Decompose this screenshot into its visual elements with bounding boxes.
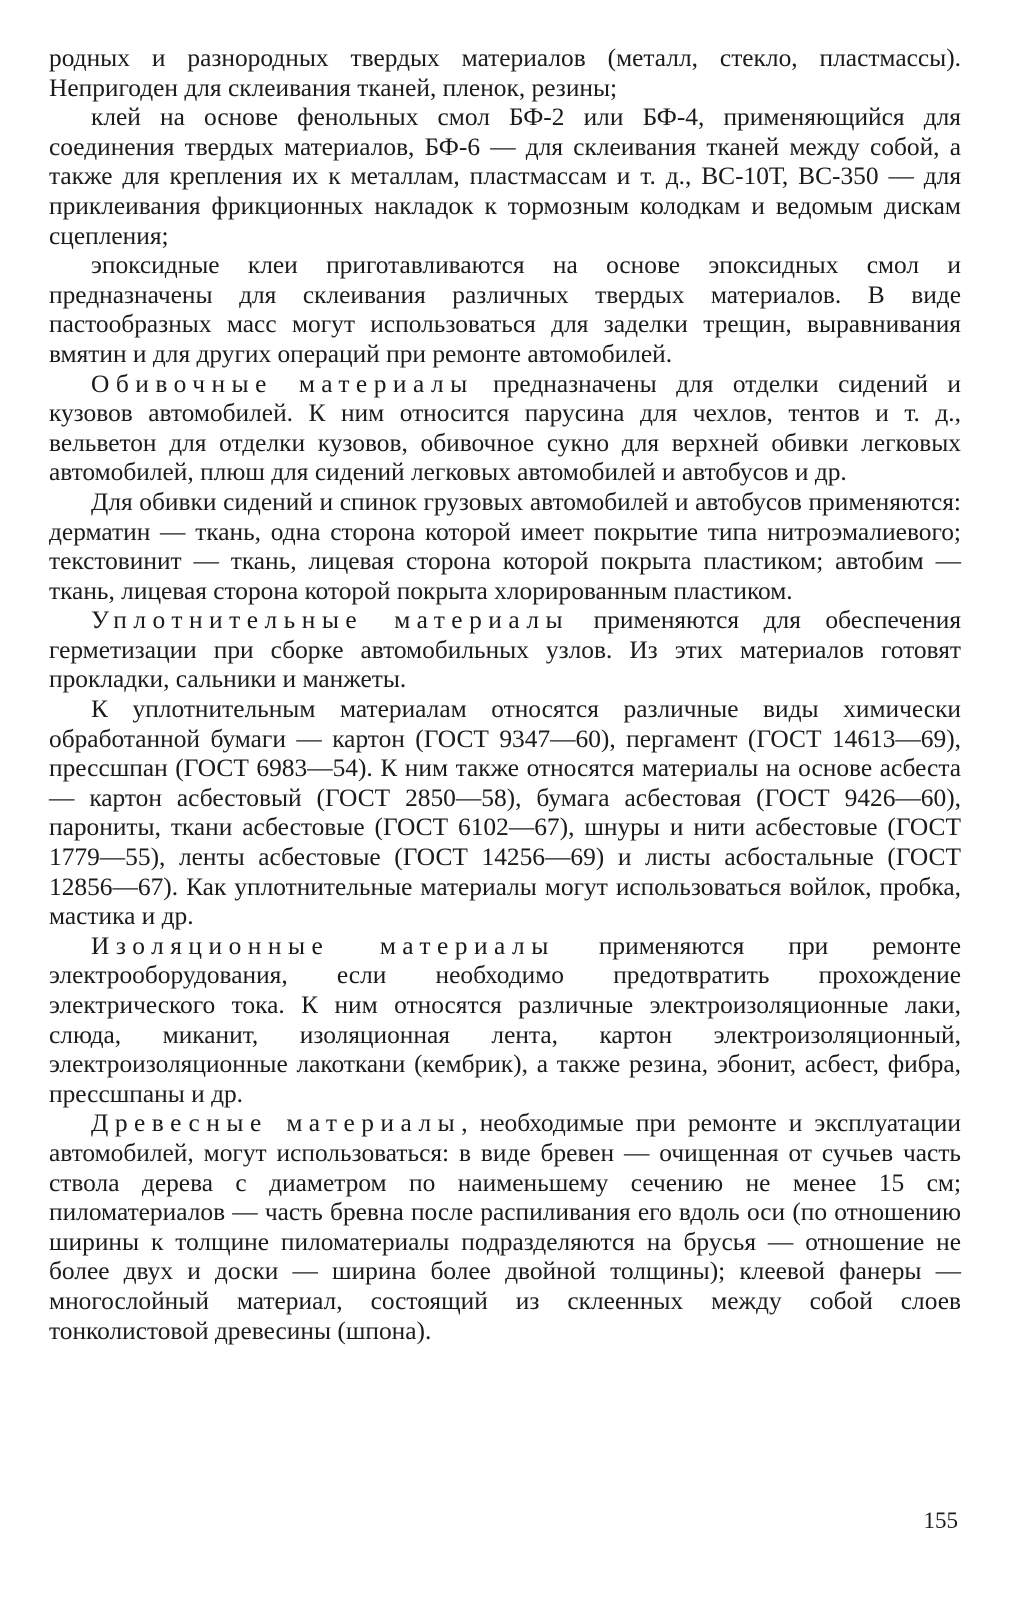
paragraph-text: применяются для обеспечения герметизации при сборке автомобильных узлов. Из этих материалов готовят прокладки, сальники и манжеты.	[49, 606, 961, 694]
paragraph-1	[49, 44, 961, 103]
paragraph-text: Для обивки сидений и спинок грузовых автомобилей и автобусов применяются: дерматин — ткань, одна сторона которой имеет покрытие типа нитроэмалиевого; текстовинит — ткань, лицевая сторона которой покрыта пластиком; автобим — ткань, лицевая сторона которой покрыта хлорированным пластиком.	[49, 487, 961, 605]
paragraph-text: родных и разнородных твердых материалов (металл, стекло, пластмассы). Непригоден для склеивания тканей, пленок, резины;	[49, 44, 961, 102]
paragraph-8	[49, 932, 961, 1110]
paragraph-7	[49, 695, 961, 932]
paragraph-text: предназначены для отделки сидений и кузовов автомобилей. К ним относится парусина для чехлов, тентов и т. д., вельветон для отделки кузовов, обивочное сукно для верхней обивки легковых автомобилей, плюш для сидений легковых автомобилей и автобусов и др.	[49, 369, 962, 487]
section-lead-term: Изоляционные материалы	[91, 931, 555, 960]
paragraph-text: применяются при ремонте электрооборудования, если необходимо предотвратить прохождение электрического тока. К ним относятся различные электроизоляционные лаки, слюда, миканит, изоляционная лента, картон электроизоляционный, электроизоляционные лакоткани (кембрик), а также резина, эбонит, асбест, фибра, прессшпаны и др.	[49, 931, 962, 1108]
page-number: 155	[923, 1508, 958, 1533]
paragraph-6	[49, 606, 961, 695]
section-lead-term: Уплотнительные материалы	[91, 606, 570, 635]
paragraph-5	[49, 488, 961, 606]
paragraph-4	[49, 370, 961, 488]
paragraph-2	[49, 103, 961, 251]
paragraph-text: эпоксидные клеи приготавливаются на основе эпоксидных смол и предназначены для склеивания различных твердых материалов. В виде пастообразных масс могут использоваться для заделки трещин, выравнивания вмятин и для других операций при ремонте автомобилей.	[49, 251, 961, 368]
section-lead-term: Обивочные материалы	[91, 369, 474, 398]
paragraph-3	[49, 251, 961, 369]
paragraph-text: , необходимые при ремонте и эксплуатации автомобилей, могут использоваться: в виде бревен — очищенная от сучьев часть ствола дерева с диаметром по наименьшему сечению не менее 15 см; пиломатериалов — часть бревна после распиливания его вдоль оси (по отношению ширины к толщине пиломатериалы подразделяются на брусья — отношение не более двух и доски — ширина более двойной толщины); клеевой фанеры — многослойный материал, состоящий из склеенных между собой слоев тонколистовой древесины (шпона).	[49, 1109, 961, 1345]
paragraph-text: клей на основе фенольных смол БФ-2 или БФ-4, применяющийся для соединения твердых материалов, БФ-6 — для склеивания тканей между собой, а также для крепления их к металлам, пластмассам и т. д., ВС-10Т, ВС-350 — для приклеивания фрикционных накладок к тормозным колодкам и ведомым дискам сцепления;	[49, 103, 961, 250]
page-body	[49, 44, 961, 1346]
paragraph-9	[49, 1109, 961, 1346]
paragraph-text: К уплотнительным материалам относятся различные виды химически обработанной бумаги — картон (ГОСТ 9347—60), пергамент (ГОСТ 14613—69), прессшпан (ГОСТ 6983—54). К ним также относятся материалы на основе асбеста — картон асбестовый (ГОСТ 2850—58), бумага асбестовая (ГОСТ 9426—60), парониты, ткани асбестовые (ГОСТ 6102—67), шнуры и нити асбестовые (ГОСТ 1779—55), ленты асбестовые (ГОСТ 14256—69) и листы асбостальные (ГОСТ 12856—67). Как уплотнительные материалы могут использоваться войлок, пробка, мастика и др.	[49, 695, 961, 931]
section-lead-term: Древесные материалы	[91, 1109, 462, 1138]
